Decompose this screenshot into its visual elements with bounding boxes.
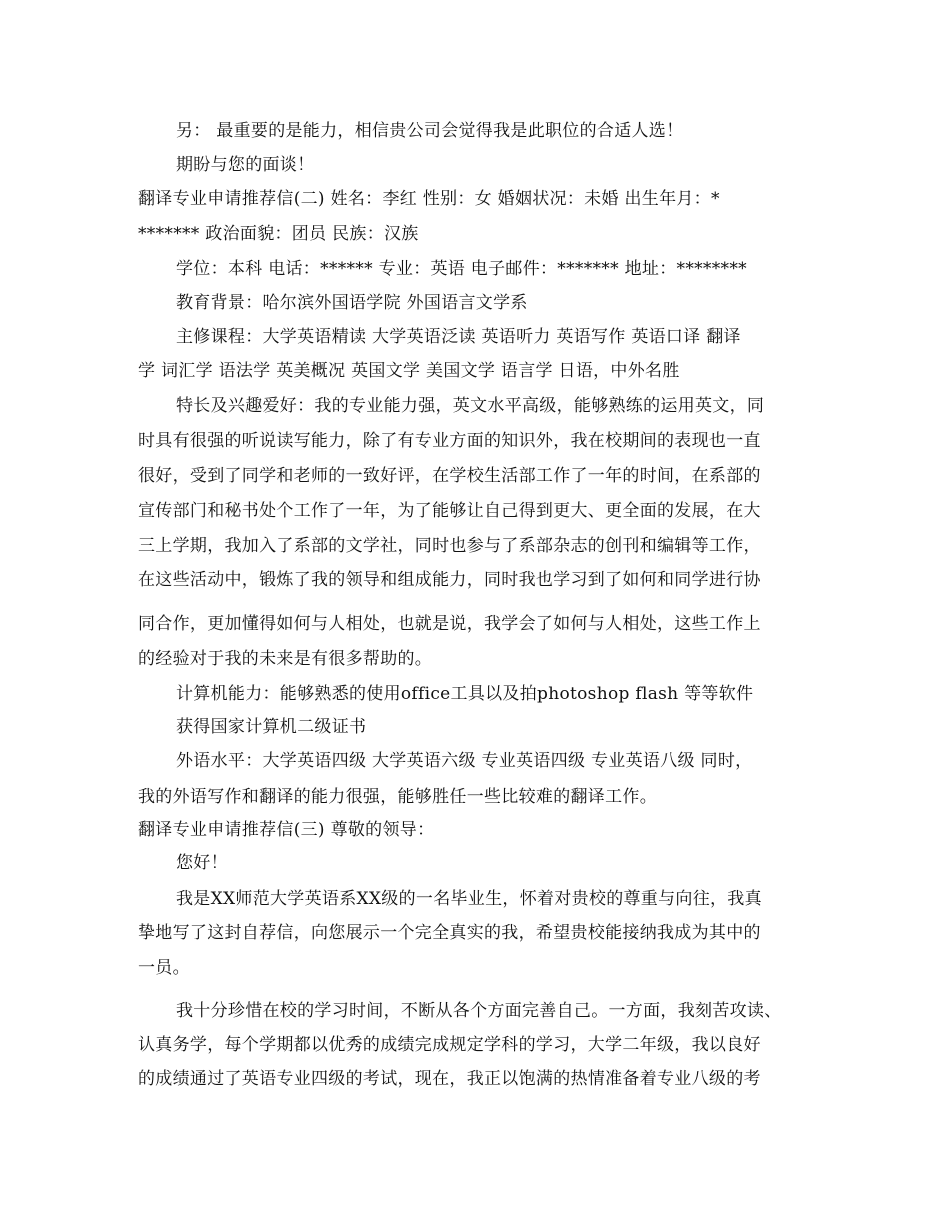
text-line: 的成绩通过了英语专业四级的考试，现在，我正以饱满的热情准备着专业八级的考 (138, 1069, 761, 1089)
section-heading-line: 翻译专业申请推荐信(二) 姓名：李红 性别：女 婚姻状况：未婚 出生年月：* (138, 189, 720, 209)
text-line: 在这些活动中，锻炼了我的领导和组成能力，同时我也学习到了如何和同学进行协 (138, 570, 761, 590)
text-line: 学位：本科 电话：****** 专业：英语 电子邮件：******* 地址：******** (176, 259, 747, 279)
text-line: 外语水平：大学英语四级 大学英语六级 专业英语四级 专业英语八级 同时， (176, 751, 753, 771)
text-line: ******* 政治面貌：团员 民族：汉族 (138, 224, 419, 244)
text-line: 您好！ (176, 853, 228, 873)
text-line: 挚地写了这封自荐信，向您展示一个完全真实的我，希望贵校能接纳我成为其中的 (138, 923, 761, 943)
text-line: 教育背景：哈尔滨外国语学院 外国语言文学系 (176, 293, 528, 313)
text-line: 我的外语写作和翻译的能力很强，能够胜任一些比较难的翻译工作。 (138, 787, 657, 807)
text-line: 时具有很强的听说读写能力，除了有专业方面的知识外，我在校期间的表现也一直 (138, 431, 761, 451)
text-line: 期盼与您的面谈！ (176, 155, 315, 175)
text-line: 同合作，更加懂得如何与人相处，也就是说，我学会了如何与人相处，这些工作上 (138, 614, 761, 634)
text-line: 学 词汇学 语法学 英美概况 英国文学 美国文学 语言学 日语，中外名胜 (138, 361, 680, 381)
text-line: 主修课程：大学英语精读 大学英语泛读 英语听力 英语写作 英语口译 翻译 (176, 327, 741, 347)
text-line: 宣传部门和秘书处个工作了一年，为了能够让自己得到更大、更全面的发展，在大 (138, 501, 761, 521)
text-line: 三上学期，我加入了系部的文学社，同时也参与了系部杂志的创刊和编辑等工作， (138, 536, 761, 556)
text-line: 一员。 (138, 958, 190, 978)
text-line: 认真务学，每个学期都以优秀的成绩完成规定学科的学习，大学二年级，我以良好 (138, 1035, 761, 1055)
text-line: 计算机能力：能够熟悉的使用office工具以及拍photoshop flash 等等软件 (176, 684, 754, 704)
text-line: 另： 最重要的是能力，相信贵公司会觉得我是此职位的合适人选！ (176, 121, 684, 141)
text-line: 获得国家计算机二级证书 (176, 717, 367, 737)
text-line: 的经验对于我的未来是有很多帮助的。 (138, 649, 433, 669)
text-line: 很好，受到了同学和老师的一致好评，在学校生活部工作了一年的时间，在系部的 (138, 466, 761, 486)
section-heading-line: 翻译专业申请推荐信(三) 尊敬的领导： (138, 820, 435, 840)
text-line: 特长及兴趣爱好：我的专业能力强，英文水平高级，能够熟练的运用英文，同 (176, 396, 765, 416)
text-line: 我十分珍惜在校的学习时间，不断从各个方面完善自己。一方面，我刻苦攻读、 (176, 1001, 782, 1021)
text-line: 我是XX师范大学英语系XX级的一名毕业生，怀着对贵校的尊重与向往，我真 (176, 889, 762, 909)
